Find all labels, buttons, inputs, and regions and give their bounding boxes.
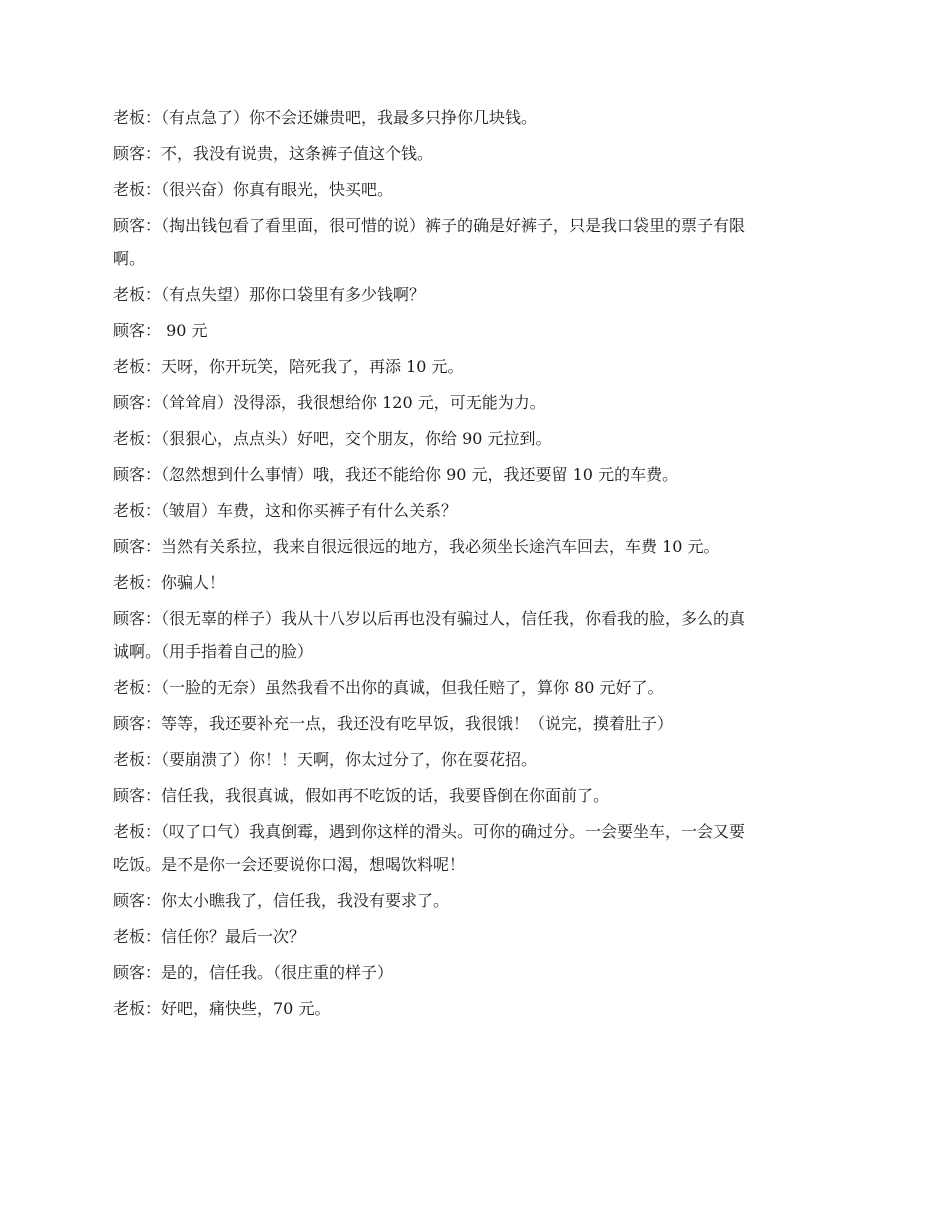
dialogue-line: 顾客：（耸耸肩）没得添，我很想给你 120 元，可无能为力。 [113,393,546,412]
dialogue-line: 顾客：你太小瞧我了，信任我，我没有要求了。 [113,891,450,910]
dialogue-line: 顾客：（忽然想到什么事情）哦，我还不能给你 90 元，我还要留 10 元的车费。 [113,465,679,484]
dialogue-line: 顾客： 90 元 [113,321,208,340]
dialogue-line: 老板：（有点急了）你不会还嫌贵吧，我最多只挣你几块钱。 [113,108,538,127]
dialogue-line: 老板：（一脸的无奈）虽然我看不出你的真诚，但我任赔了，算你 80 元好了。 [113,678,664,697]
dialogue-line: 老板：好吧，痛快些，70 元。 [113,999,331,1018]
dialogue-line-continuation: 诚啊。（用手指着自己的脸） [113,642,314,661]
dialogue-line: 老板：你骗人！ [113,573,226,592]
dialogue-line: 老板：天呀，你开玩笑，陪死我了，再添 10 元。 [113,357,464,376]
dialogue-line: 顾客：当然有关系拉，我来自很远很远的地方，我必须坐长途汽车回去，车费 10 元。 [113,537,720,556]
dialogue-line: 老板：（很兴奋）你真有眼光，快买吧。 [113,180,394,199]
dialogue-line: 顾客：信任我，我很真诚，假如再不吃饭的话，我要昏倒在你面前了。 [113,786,610,805]
dialogue-body [113,106,843,1033]
dialogue-line: 顾客：（很无辜的样子）我从十八岁以后再也没有骗过人，信任我，你看我的脸，多么的真 [113,609,746,628]
dialogue-line: 顾客：等等，我还要补充一点，我还没有吃早饭，我很饿！（说完，摸着肚子） [113,714,674,733]
dialogue-line: 顾客：不，我没有说贵，这条裤子值这个钱。 [113,144,434,163]
dialogue-line: 老板：信任你？最后一次？ [113,927,306,946]
dialogue-line-continuation: 吃饭。是不是你一会还要说你口渴，想喝饮料呢！ [113,855,466,874]
dialogue-line: 老板：（皱眉）车费，这和你买裤子有什么关系？ [113,501,458,520]
dialogue-line: 老板：（要崩溃了）你！！天啊，你太过分了，你在耍花招。 [113,750,538,769]
dialogue-line: 顾客：（掏出钱包看了看里面，很可惜的说）裤子的确是好裤子，只是我口袋里的票子有限 [113,216,746,235]
dialogue-line: 顾客：是的，信任我。（很庄重的样子） [113,963,394,982]
dialogue-line: 老板：（狠狠心，点点头）好吧，交个朋友，你给 90 元拉到。 [113,429,552,448]
dialogue-line: 老板：（叹了口气）我真倒霉，遇到你这样的滑头。可你的确过分。一会要坐车，一会又要 [113,822,746,841]
dialogue-line: 老板：（有点失望）那你口袋里有多少钱啊？ [113,285,426,304]
dialogue-line-continuation: 啊。 [113,249,146,268]
